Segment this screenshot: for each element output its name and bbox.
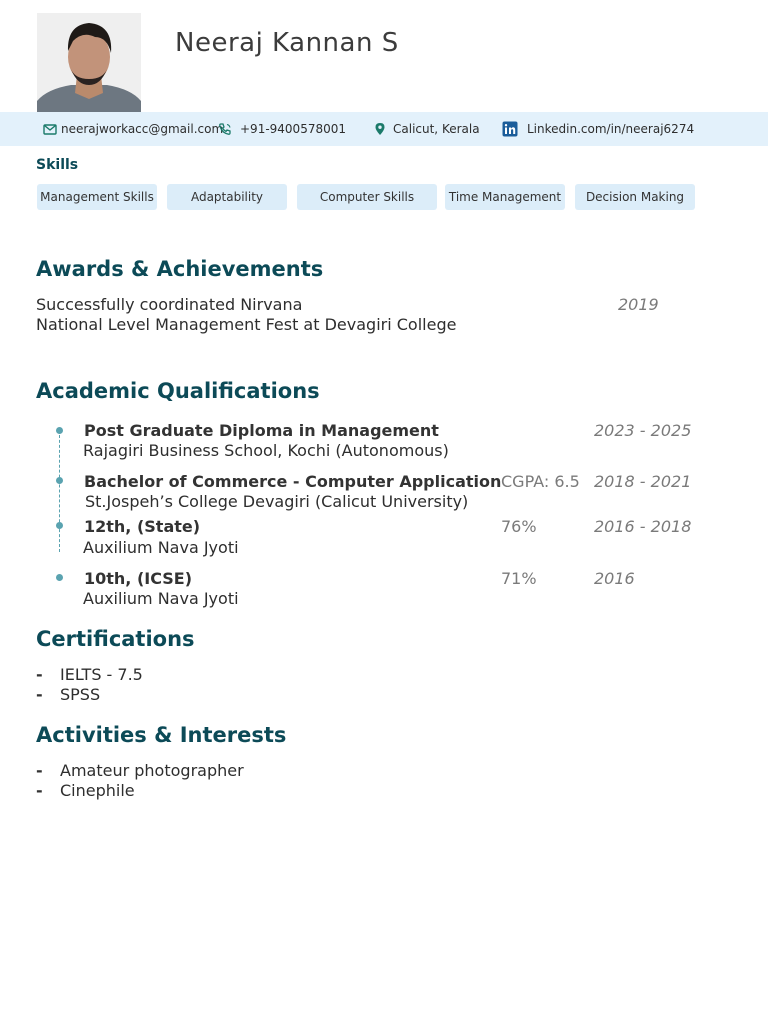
location-pin-icon (374, 122, 386, 136)
linkedin-icon (502, 121, 518, 137)
email-text: neerajworkacc@gmail.com (61, 122, 224, 136)
degree-title: 10th, (ICSE) (84, 569, 193, 588)
bullet-dash: - (36, 665, 43, 684)
contact-linkedin[interactable] (502, 112, 694, 146)
phone-text: +91-9400578001 (240, 122, 347, 136)
academics-heading: Academic Qualifications (36, 379, 320, 403)
profile-photo-image (37, 13, 141, 112)
profile-photo (37, 13, 141, 112)
contact-phone[interactable] (218, 112, 346, 146)
skill-chip: Adaptability (167, 184, 287, 210)
timeline-dot (56, 574, 63, 581)
candidate-name: Neeraj Kannan S (175, 28, 399, 58)
degree-grade: 71% (501, 569, 537, 588)
institution-name: Auxilium Nava Jyoti (83, 538, 239, 557)
timeline-line (59, 430, 60, 552)
degree-title: Bachelor of Commerce - Computer Application (84, 472, 502, 491)
degree-years: 2016 - 2018 (594, 517, 692, 536)
skill-chip: Computer Skills (297, 184, 437, 210)
institution-name: St.Jospeh’s College Devagiri (Calicut University) (85, 492, 469, 511)
certification-item: IELTS - 7.5 (60, 665, 143, 684)
activities-heading: Activities & Interests (36, 723, 287, 747)
activity-item: Cinephile (60, 781, 135, 800)
activity-item: Amateur photographer (60, 761, 244, 780)
degree-grade: CGPA: 6.5 (501, 472, 580, 491)
bullet-dash: - (36, 685, 43, 704)
bullet-dash: - (36, 761, 43, 780)
email-icon (43, 122, 57, 136)
contact-email[interactable] (43, 112, 223, 146)
timeline-dot (56, 427, 63, 434)
linkedin-text: Linkedin.com/in/neeraj6274 (527, 122, 695, 136)
award-line: Successfully coordinated Nirvana (36, 295, 303, 314)
contact-location (374, 112, 480, 146)
degree-title: 12th, (State) (84, 517, 201, 536)
certifications-heading: Certifications (36, 627, 195, 651)
bullet-dash: - (36, 781, 43, 800)
timeline-dot (56, 522, 63, 529)
awards-heading: Awards & Achievements (36, 257, 324, 281)
certification-item: SPSS (60, 685, 101, 704)
contact-bar (0, 112, 768, 146)
timeline-dot (56, 477, 63, 484)
degree-years: 2018 - 2021 (594, 472, 692, 491)
institution-name: Rajagiri Business School, Kochi (Autonomous) (83, 441, 449, 460)
skill-chip: Management Skills (37, 184, 157, 210)
institution-name: Auxilium Nava Jyoti (83, 589, 239, 608)
degree-years: 2023 - 2025 (594, 421, 692, 440)
skills-heading: Skills (36, 157, 79, 173)
award-year: 2019 (618, 295, 659, 314)
award-line: National Level Management Fest at Devagiri College (36, 315, 457, 334)
degree-years: 2016 (594, 569, 635, 588)
degree-title: Post Graduate Diploma in Management (84, 421, 439, 440)
degree-grade: 76% (501, 517, 537, 536)
skill-chip: Decision Making (575, 184, 695, 210)
skill-chip: Time Management (445, 184, 565, 210)
phone-icon (218, 122, 232, 136)
location-text: Calicut, Kerala (393, 122, 480, 136)
